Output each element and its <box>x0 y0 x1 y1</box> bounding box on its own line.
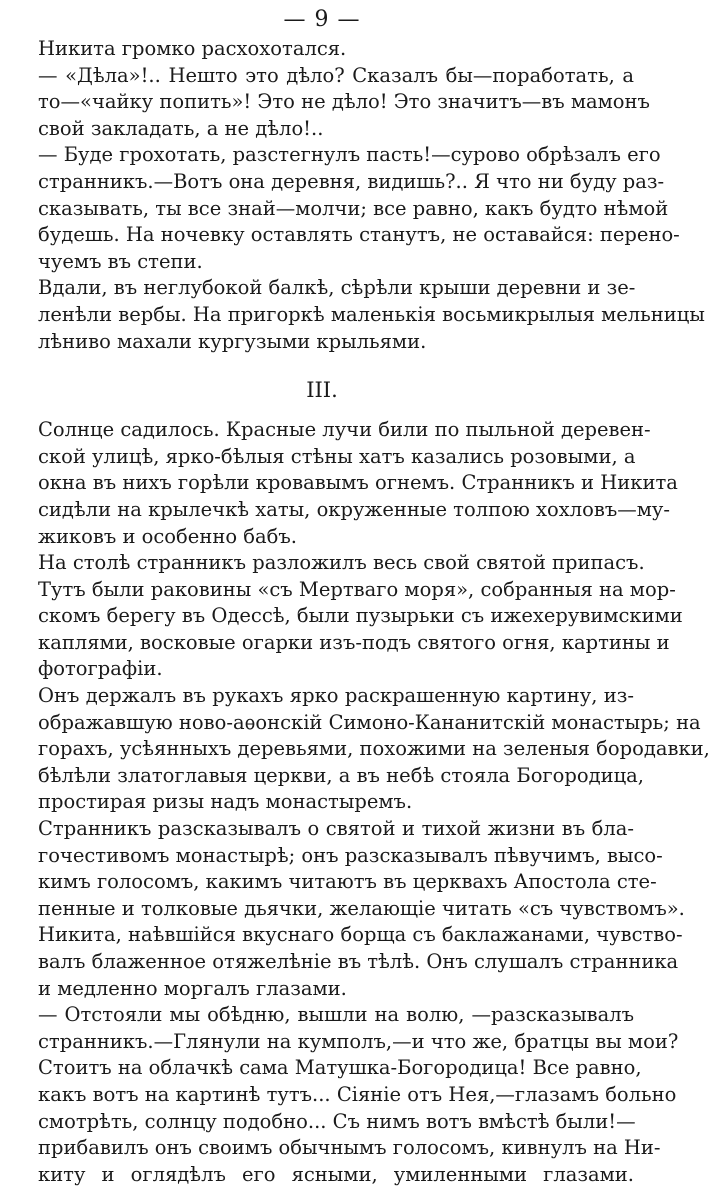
text-line: бѣлѣли златоглавыя церкви, а въ небѣ стояла Богородица, <box>38 763 644 787</box>
text-line: свой закладать, а не дѣло!.. <box>38 116 324 140</box>
text-line: странникъ.—Вотъ она деревня, видишь?.. Я что ни буду раз- <box>38 169 665 193</box>
text-line: ленѣли вербы. На пригоркѣ маленькія восьмикрылыя мельницы <box>38 302 705 326</box>
text-line: киту и оглядѣлъ его ясными, умиленными глазами. <box>38 1162 634 1186</box>
text-line: какъ вотъ на картинѣ тутъ... Сіяніе отъ Нея,—глазамъ больно <box>38 1082 677 1106</box>
text-line: Вдали, въ неглубокой балкѣ, сѣрѣли крыши деревни и зе- <box>38 276 636 300</box>
section-heading: III. <box>306 378 338 403</box>
text-line: скомъ берегу въ Одессѣ, были пузырьки съ ижехерувимскими <box>38 604 683 628</box>
text-line: сидѣли на крылечкѣ хаты, окруженные толпою хохловъ—му- <box>38 497 670 521</box>
text-line: Странникъ разсказывалъ о святой и тихой жизни въ бла- <box>38 817 634 841</box>
text-line: кимъ голосомъ, какимъ читаютъ въ церквахъ Апостола сте- <box>38 870 657 894</box>
text-line: горахъ, усѣянныхъ деревьями, похожими на зеленыя бородавки, <box>38 737 710 761</box>
text-line: гочестивомъ монастырѣ; онъ разсказывалъ пѣвучимъ, высо- <box>38 843 663 867</box>
text-line: смотрѣть, солнцу подобно... Съ нимъ вотъ вмѣстѣ были!— <box>38 1109 636 1133</box>
text-line: валъ блаженное отяжелѣніе въ тѣлѣ. Онъ слушалъ странника <box>38 950 679 973</box>
text-line: прибавилъ онъ своимъ обычнымъ голосомъ, кивнулъ на Ни- <box>38 1136 661 1160</box>
text-line: Никита, наѣвшійся вкуснаго борща съ баклажанами, чувство- <box>38 923 683 947</box>
text-line: то—«чайку попить»! Это не дѣло! Это значитъ—въ мамонъ <box>38 90 650 114</box>
text-line: Онъ держалъ въ рукахъ ярко раскрашенную картину, из- <box>38 684 634 708</box>
text-line: чуемъ въ степи. <box>38 249 203 273</box>
text-line: лѣниво махали кургузыми крыльями. <box>38 329 427 353</box>
text-line: странникъ.—Глянули на кумполъ,—и что же, братцы вы мои? <box>38 1029 679 1053</box>
text-line: жиковъ и особенно бабъ. <box>38 524 297 548</box>
text-line: и медленно моргалъ глазами. <box>38 976 347 1000</box>
text-line: Стоитъ на облачкѣ сама Матушка-Богородица! Все равно, <box>38 1056 642 1080</box>
text-line: ображавшую ново-аѳонскій Симоно-Кананитскій монастырь; на <box>38 710 701 734</box>
text-line: окна въ нихъ горѣли кровавымъ огнемъ. Странникъ и Никита <box>38 471 678 495</box>
text-line: пенные и толковые дьячки, желающіе читать «съ чувствомъ». <box>38 896 685 920</box>
text-line: ской улицѣ, ярко-бѣлыя стѣны хатъ казались розовыми, а <box>38 444 636 468</box>
page-number: — 9 — <box>283 7 361 32</box>
text-line: — «Дѣла»!.. Нешто это дѣло? Сказалъ бы—поработать, а <box>38 63 634 87</box>
text-line: Никита громко расхохотался. <box>38 37 347 60</box>
text-line: будешь. На ночевку оставлять станутъ, не оставайся: перено- <box>38 223 680 247</box>
text-line: каплями, восковые огарки изъ-подъ святого огня, картины и <box>38 630 670 654</box>
text-block-lower <box>38 417 710 1188</box>
text-line: Тутъ были раковины «съ Мертваго моря», собранныя на мор- <box>38 577 676 601</box>
text-line: — Буде грохотать, разстегнулъ пасть!—сурово обрѣзалъ его <box>38 143 661 167</box>
text-block-upper <box>38 36 705 355</box>
text-line: На столѣ странникъ разложилъ весь свой святой припасъ. <box>38 551 645 575</box>
text-line: — Отстояли мы обѣдню, вышли на волю, —разсказывалъ <box>38 1003 634 1027</box>
text-line: простирая ризы надъ монастыремъ. <box>38 790 413 814</box>
text-line: фотографіи. <box>38 657 163 681</box>
text-line: сказывать, ты все знай—молчи; все равно, какъ будто нѣмой <box>38 196 669 220</box>
text-line: Солнце садилось. Красные лучи били по пыльной деревен- <box>38 418 651 442</box>
